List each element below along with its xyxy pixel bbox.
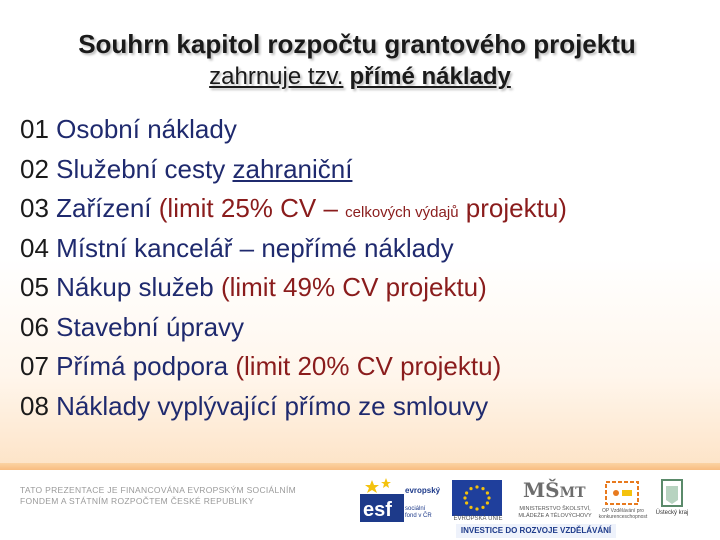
op-mark-icon (598, 478, 646, 508)
eu-label: EVROPSKÁ UNIE (453, 516, 503, 522)
list-item (20, 387, 710, 427)
item-text: Služební cesty (56, 153, 226, 184)
svg-text:esf: esf (363, 499, 392, 521)
esf-subtitle-line-2: fond v ČR (405, 513, 432, 519)
list-item (20, 268, 710, 308)
item-number: 03 (20, 193, 49, 223)
list-item (20, 150, 710, 190)
item-number: 08 (20, 390, 49, 421)
item-text: Přímá podpora (56, 351, 229, 381)
item-text: Nákup služeb (56, 272, 214, 302)
esf-subtitle (405, 506, 432, 520)
item-number: 07 (20, 351, 49, 381)
eu-stars-icon (452, 480, 502, 516)
disclaimer-line-2: FONDEM A STÁTNÍM ROZPOČTEM ČESKÉ REPUBLIKY (20, 496, 255, 506)
funding-disclaimer (20, 485, 350, 507)
msmt-mark-icon: MŠMT (523, 478, 586, 502)
item-text: Náklady vyplývající přímo ze smlouvy (56, 390, 489, 421)
ustecky-kraj-logo (652, 478, 692, 524)
item-number: 05 (20, 272, 49, 302)
esf-word: evropský (405, 486, 441, 495)
esf-subtitle-line-1: sociální (405, 506, 426, 512)
op-logo (598, 478, 646, 522)
kraj-shield-icon (652, 478, 692, 510)
budget-chapter-list (20, 110, 710, 426)
list-item (20, 347, 710, 387)
kraj-text: Ústecký kraj (655, 510, 689, 516)
list-item (20, 229, 710, 269)
disclaimer-line-1: TATO PREZENTACE JE FINANCOVÁNA EVROPSKÝM SOCIÁLNÍM (20, 485, 297, 495)
title-line-2 (0, 62, 720, 92)
op-text: OP Vzdělávání pro konkurenceschopnost (598, 508, 648, 520)
title-line-2-prefix: zahrnuje tzv. (209, 63, 344, 90)
title-line-2-emphasis: přímé náklady (349, 63, 511, 90)
investice-banner: INVESTICE DO ROZVOJE VZDĚLÁVÁNÍ (456, 524, 616, 538)
item-extra: zahraniční (232, 153, 353, 184)
item-number: 01 (20, 114, 49, 144)
msmt-logo (515, 478, 590, 522)
item-text: Stavební úpravy (56, 311, 245, 342)
eu-flag-icon (452, 480, 502, 516)
item-note: (limit 25% CV – (158, 193, 338, 223)
list-item (20, 110, 710, 150)
list-item (20, 308, 710, 348)
item-text: Zařízení (56, 193, 152, 223)
msmt-text: MINISTERSTVO ŠKOLSTVÍ, MLÁDEŽE A TĚLOVÝCHOVY (518, 506, 592, 519)
item-number: 06 (20, 311, 49, 342)
item-number: 02 (20, 153, 49, 184)
esf-logo (360, 478, 445, 522)
slide-title (0, 28, 720, 92)
item-note-end: projektu) (465, 193, 567, 223)
item-note: (limit 49% CV projektu) (220, 272, 487, 302)
esf-mark-icon (360, 478, 404, 522)
item-text: Osobní náklady (56, 114, 237, 144)
list-item (20, 189, 710, 229)
item-text: Místní kancelář – nepřímé náklady (56, 232, 454, 263)
item-number: 04 (20, 232, 49, 263)
title-line-1: Souhrn kapitol rozpočtu grantového projektu (78, 29, 636, 59)
item-note-small: celkových výdajů (345, 204, 459, 221)
item-note: (limit 20% CV projektu) (235, 351, 502, 381)
